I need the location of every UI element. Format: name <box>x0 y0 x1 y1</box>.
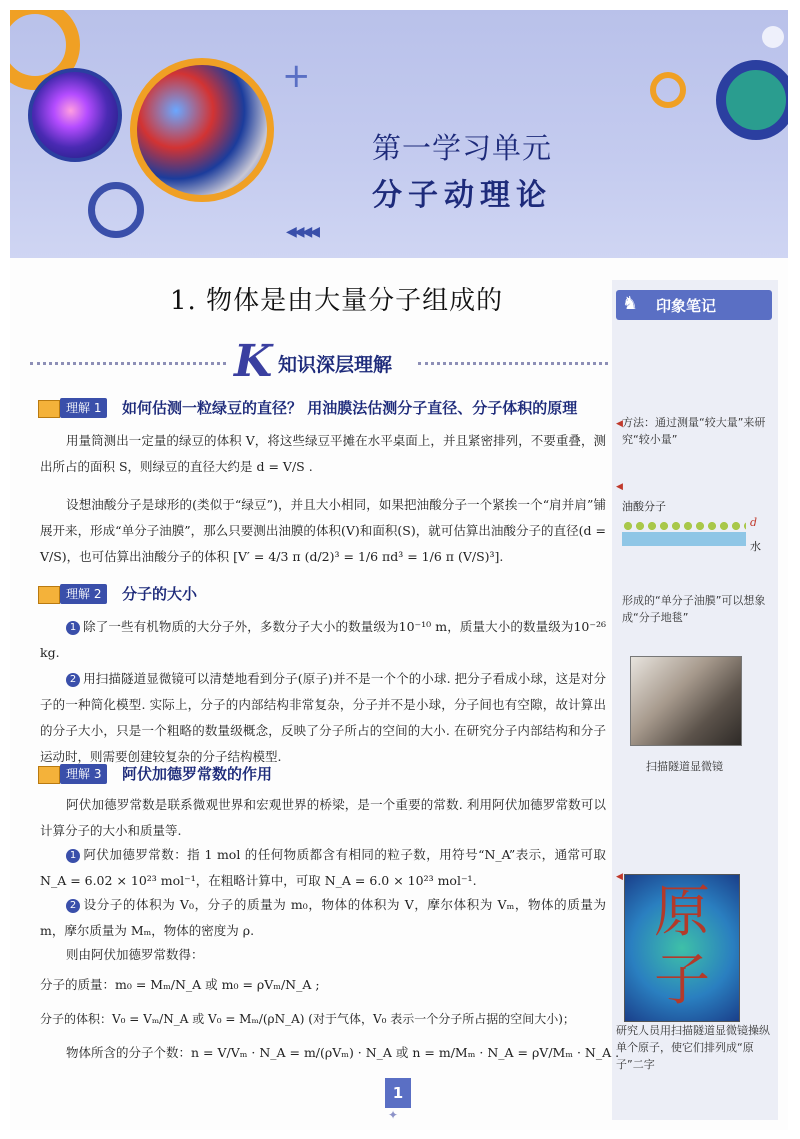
marker-icon: ◀ <box>616 482 623 492</box>
number-badge: 2 <box>66 899 80 913</box>
paragraph: 设想油酸分子是球形的(类似于“绿豆”)，并且大小相同，如果把油酸分子一个紧挨一个“肩并肩”铺展开来，形成“单分子油膜”，那么只要测出油膜的体积(V)和面积(S)，就可估算出油酸分子的直径(d = V/S)，也可估算出油酸分子的体积 [V′ = 4/3 π (d/2)³ = 1/6 πd³ = 1/6 π (V/S)³]. <box>40 497 606 564</box>
bird-icon: ✦ <box>388 1108 399 1122</box>
elephant-icon: ♞ <box>622 293 639 314</box>
formula-molecule-mass: 分子的质量：m₀ = Mₘ/N_A 或 m₀ = ρVₘ/N_A ; <box>40 977 320 992</box>
paragraph: 1 除了一些有机物质的大分子外，多数分子大小的数量级为10⁻¹⁰ m，质量大小的数量级为10⁻²⁶ kg. <box>40 619 606 660</box>
unit-title: 第一学习单元 <box>372 131 553 165</box>
divider <box>30 362 226 365</box>
book-icon <box>38 586 60 604</box>
paragraph: 阿伏加德罗常数是联系微观世界和宏观世界的桥梁，是一个重要的常数. 利用阿伏加德罗常数可以计算分子的大小和质量等. <box>40 797 606 838</box>
marker-icon: ◀ <box>616 419 623 429</box>
topic-title: 如何估测一粒绿豆的直径？ 用油膜法估测分子直径、分子体积的原理 <box>122 399 578 417</box>
formula-molecule-count: 物体所含的分子个数：n = V/Vₘ · N_A = m/(ρVₘ) · N_A 或 n = m/Mₘ · N_A = ρV/Mₘ · N_A . <box>66 1045 620 1060</box>
water-label: 水 <box>750 540 761 553</box>
paragraph: 2 设分子的体积为 V₀，分子的质量为 m₀，物体的体积为 V，摩尔体积为 Vₘ，物体的质量为 m，摩尔质量为 Mₘ，物体的密度为 ρ. <box>40 897 606 938</box>
deco-white-dot <box>762 26 784 48</box>
topic-title: 分子的大小 <box>122 585 198 603</box>
sidebar-note-method: 方法：通过测量“较大量”来研究“较小量” <box>622 416 766 446</box>
number-badge: 1 <box>66 621 80 635</box>
k-logo-icon: K <box>234 336 273 387</box>
microscope-image <box>630 656 742 746</box>
unit-banner <box>10 10 788 258</box>
formula-molecule-volume: 分子的体积：V₀ = Vₘ/N_A 或 V₀ = Mₘ/(ρN_A) (对于气体，V₀ 表示一个分子所占据的空间大小)； <box>40 1012 575 1026</box>
paragraph: 则由阿伏加德罗常数得： <box>66 947 204 962</box>
unit-subtitle: 分子动理论 <box>372 178 552 213</box>
page-number: 1 <box>385 1078 411 1108</box>
d-label: d <box>750 516 758 529</box>
topic-heading-2 <box>38 582 338 606</box>
chevrons-icon: ◀◀◀◀ <box>286 224 318 240</box>
atom-caption: 研究人员用扫描隧道显微镜操纵单个原子，使它们排列成“原子”二字 <box>616 1024 770 1071</box>
topic-title: 阿伏加德罗常数的作用 <box>122 765 273 783</box>
plus-icon: + <box>282 56 311 96</box>
oil-label: 油酸分子 <box>622 500 666 513</box>
molecule-row <box>622 520 746 532</box>
topic-badge: 理解 1 <box>60 398 107 418</box>
topic-heading-1 <box>38 396 608 420</box>
water-layer <box>622 532 746 546</box>
book-icon <box>38 766 60 784</box>
deco-orange-ring-small <box>650 72 686 108</box>
number-badge: 1 <box>66 849 80 863</box>
marker-icon: ◀ <box>616 872 623 882</box>
topic-heading-3 <box>38 762 398 786</box>
molecule-image <box>130 58 274 202</box>
book-icon <box>38 400 60 418</box>
atom-image <box>624 874 740 1022</box>
section-title: 知识深层理解 <box>278 354 393 376</box>
textbook-page <box>10 10 788 1130</box>
oil-film-diagram <box>622 498 762 564</box>
microscope-caption: 扫描隧道显微镜 <box>646 760 723 773</box>
sidebar-note-carpet: 形成的“单分子油膜”可以想象成“分子地毯” <box>622 594 766 624</box>
topic-badge: 理解 2 <box>60 584 107 604</box>
deco-blue-ring <box>88 182 144 238</box>
atom-image-text: 原子 <box>654 880 710 1013</box>
deco-teal-dot <box>716 60 788 140</box>
paragraph: 用量筒测出一定量的绿豆的体积 V，将这些绿豆平摊在水平桌面上，并且紧密排列，不要重叠，测出所占的面积 S，则绿豆的直径大约是 d = V/S . <box>40 433 606 474</box>
plasma-ball-image <box>28 68 122 162</box>
topic-badge: 理解 3 <box>60 764 107 784</box>
lesson-title: 1. 物体是由大量分子组成的 <box>170 286 504 316</box>
notes-sidebar-title: 印象笔记 <box>656 297 717 315</box>
paragraph: 1 阿伏加德罗常数：指 1 mol 的任何物质都含有相同的粒子数，用符号“N_A”表示，通常可取 N_A = 6.02 × 10²³ mol⁻¹，在粗略计算中，可取 N_A = 6.0 × 10²³ mol⁻¹. <box>40 847 606 888</box>
divider <box>418 362 608 365</box>
number-badge: 2 <box>66 673 80 687</box>
paragraph: 2 用扫描隧道显微镜可以清楚地看到分子(原子)并不是一个个的小球. 把分子看成小球，这是对分子的一种简化模型. 实际上，分子的内部结构非常复杂，分子并不是小球，分子间也有空隙，故计算出的分子大小，只是一个粗略的数量级概念，反映了分子所占的空间的大小. 在研究分子内部结构和分子运动时，则需要创建较复杂的分子结构模型. <box>40 671 606 764</box>
